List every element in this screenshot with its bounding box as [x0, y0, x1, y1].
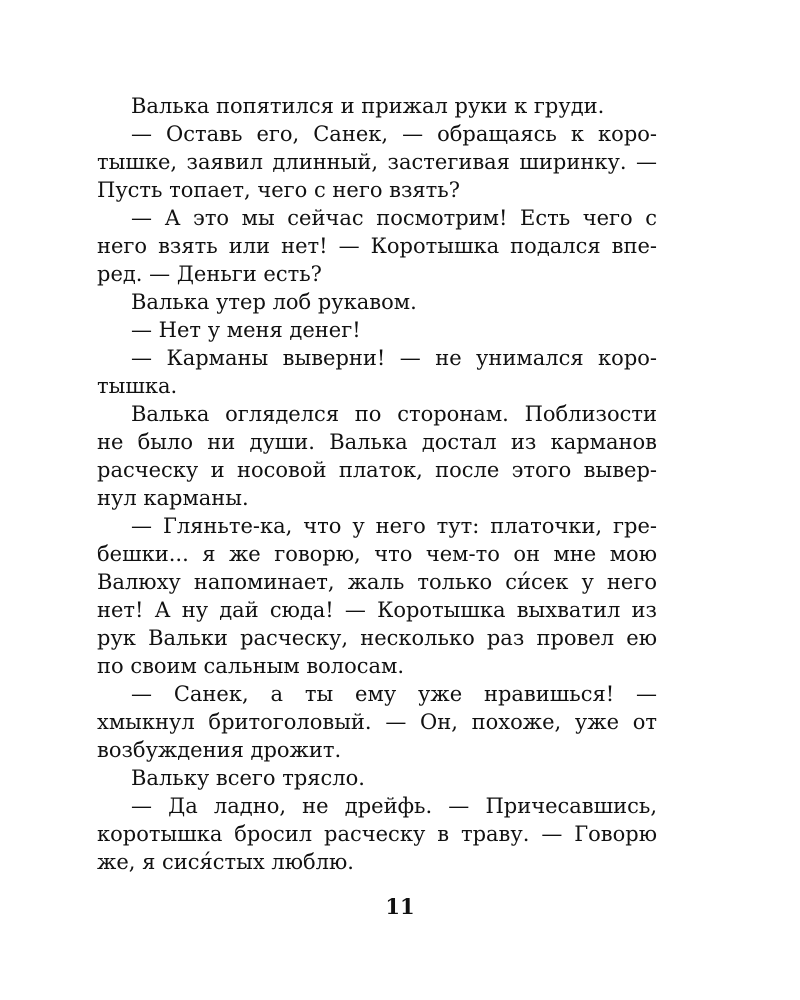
paragraph [97, 288, 657, 316]
text-line: ред. — Деньги есть? [97, 262, 322, 286]
text-line: — Гляньте-ка, что у него тут: платочки, гре- [131, 514, 657, 538]
text-line: — А это мы сейчас посмотрим! Есть чего с [131, 206, 657, 230]
paragraph [97, 92, 657, 120]
text-line: тышка. [97, 374, 178, 398]
paragraph [97, 120, 657, 204]
text-line: — Оставь его, Санек, — обращаясь к коро- [131, 122, 657, 146]
body-text [97, 92, 657, 876]
text-line: по своим сальным волосам. [97, 654, 405, 678]
paragraph [97, 204, 657, 288]
text-line: хмыкнул бритоголовый. — Он, похоже, уже от [97, 710, 657, 734]
text-line: бешки... я же говорю, что чем-то он мне мою [97, 542, 657, 566]
paragraph [97, 400, 657, 512]
text-line: Вальку всего трясло. [131, 766, 365, 790]
text-line: расческу и носовой платок, после этого вывер- [97, 458, 657, 482]
text-line: коротышка бросил расческу в траву. — Говорю [97, 822, 657, 846]
text-line: же, я сися́стых люблю. [97, 850, 354, 874]
text-line: нет! А ну дай сюда! — Коротышка выхватил из [97, 598, 657, 622]
text-line: Валюху напоминает, жаль только си́сек у него [97, 570, 657, 594]
paragraph [97, 792, 657, 876]
text-line: возбуждения дрожит. [97, 738, 342, 762]
text-line: него взять или нет! — Коротышка подался впе- [97, 234, 657, 258]
text-line: — Карманы выверни! — не унимался коро- [131, 346, 657, 370]
paragraph [97, 344, 657, 400]
text-line: Пусть топает, чего с него взять? [97, 178, 460, 202]
text-line: Валька утер лоб рукавом. [131, 290, 417, 314]
page-number: 11 [385, 894, 415, 919]
text-line: Валька огляделся по сторонам. Поблизости [131, 402, 657, 426]
paragraph [97, 512, 657, 680]
text-line: нул карманы. [97, 486, 249, 510]
paragraph [97, 680, 657, 764]
text-line: — Да ладно, не дрейфь. — Причесавшись, [131, 794, 657, 818]
text-line: Валька попятился и прижал руки к груди. [131, 94, 605, 118]
text-line: — Санек, а ты ему уже нравишься! — [131, 682, 657, 706]
text-line: — Нет у меня денег! [131, 318, 361, 342]
text-line: рук Вальки расческу, несколько раз провел ею [97, 626, 657, 650]
text-line: тышке, заявил длинный, застегивая ширинку. — [97, 150, 657, 174]
paragraph [97, 316, 657, 344]
text-line: не было ни души. Валька достал из карманов [97, 430, 657, 454]
paragraph [97, 764, 657, 792]
